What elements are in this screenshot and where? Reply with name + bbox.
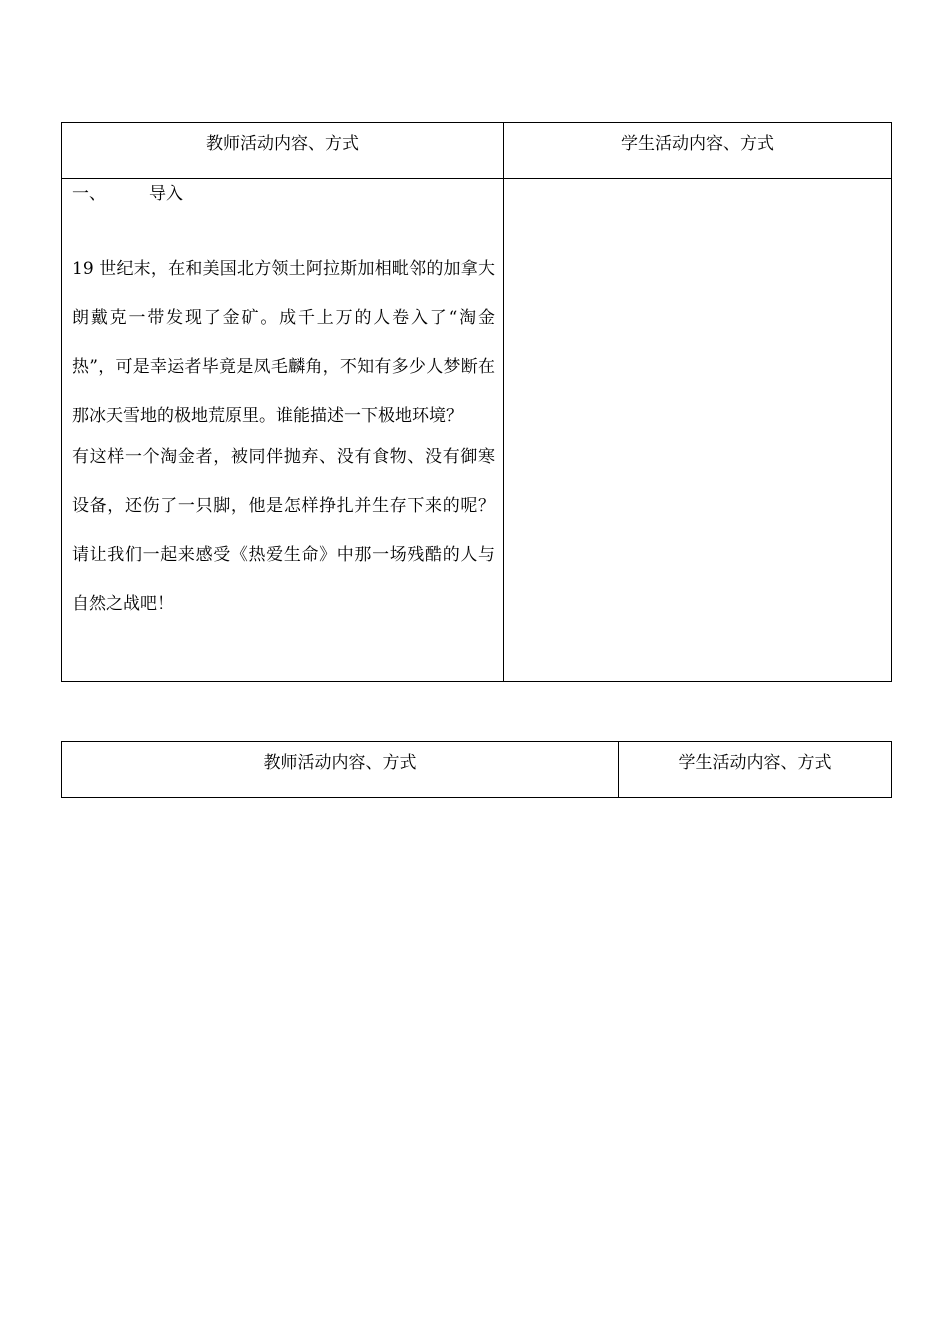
- lesson-table-2: [61, 741, 892, 798]
- teacher-activity-header: [62, 123, 504, 179]
- student-activity-header-2: [619, 742, 892, 798]
- section-number: 一、: [72, 184, 106, 204]
- intro-paragraph: 19 世纪末，在和美国北方领土阿拉斯加相毗邻的加拿大朗戴克一带发现了金矿。成千上万的人卷入了“淘金热”，可是幸运者毕竟是凤毛麟角，不知有多少人梦断在那冰天雪地的极地荒原里。谁能描述一下极地环境？: [72, 259, 495, 426]
- teacher-activity-header-2: [62, 742, 619, 798]
- student-activity-header-2-text: 学生活动内容、方式: [678, 753, 832, 773]
- lesson-table-1: [61, 122, 892, 682]
- student-activity-header: [504, 123, 892, 179]
- student-activity-cell: [504, 179, 892, 682]
- section-title: 导入: [149, 184, 183, 204]
- teacher-activity-header-text: 教师活动内容、方式: [206, 134, 359, 154]
- teacher-activity-cell: [62, 179, 504, 682]
- section-heading: [72, 183, 495, 205]
- story-paragraph: 有这样一个淘金者，被同伴抛弃、没有食物、没有御寒设备，还伤了一只脚，他是怎样挣扎并生存下来的呢？请让我们一起来感受《热爱生命》中那一场残酷的人与自然之战吧！: [72, 447, 495, 614]
- teacher-activity-header-2-text: 教师活动内容、方式: [263, 753, 417, 773]
- student-activity-header-text: 学生活动内容、方式: [621, 134, 774, 154]
